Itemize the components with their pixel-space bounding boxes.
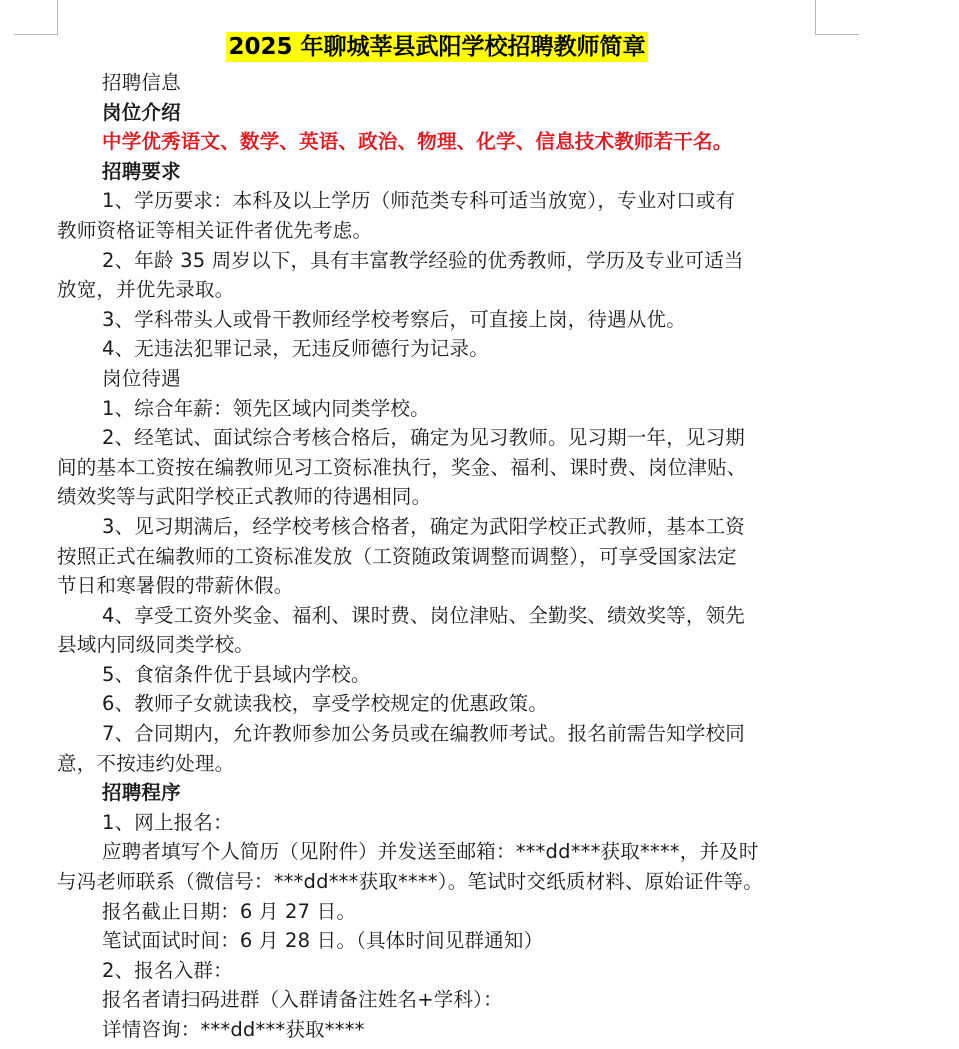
- title-row: [57, 30, 817, 68]
- crop-mark-top-left-vertical: [57, 0, 58, 34]
- document-title: 2025 年聊城莘县武阳学校招聘教师简章: [228, 34, 646, 60]
- paragraph-line: 2、报名入群：: [102, 958, 233, 982]
- paragraph-line: 1、网上报名：: [102, 810, 233, 834]
- paragraph-line: 7、合同期内，允许教师参加公务员或在编教师考试。报名前需告知学校同: [102, 722, 746, 746]
- document-body: [57, 30, 817, 1045]
- paragraph-line: 2、年龄 35 周岁以下，具有丰富教学经验的优秀教师，学历及专业可适当: [102, 248, 744, 272]
- positions-highlight: 中学优秀语文、数学、英语、政治、物理、化学、信息技术教师若干名。: [102, 130, 733, 154]
- paragraph-line: 教师资格证等相关证件者优先考虑。: [57, 218, 373, 242]
- paragraph-line: 4、享受工资外奖金、福利、课时费、岗位津贴、全勤奖、绩效奖等，领先: [102, 603, 746, 627]
- crop-mark-top-right-vertical: [815, 0, 816, 34]
- paragraph-line: 3、见习期满后，经学校考核合格者，确定为武阳学校正式教师，基本工资: [102, 514, 746, 538]
- section-heading-positions: 岗位介绍: [102, 100, 181, 124]
- paragraph-line: 绩效奖等与武阳学校正式教师的待遇相同。: [57, 485, 432, 509]
- exam-time-line: 笔试面试时间：6 月 28 日。（具体时间见群通知）: [102, 929, 544, 953]
- paragraph-line: 1、综合年薪：领先区域内同类学校。: [102, 396, 430, 420]
- deadline-line: 报名截止日期：6 月 27 日。: [102, 899, 357, 923]
- paragraph-line: 按照正式在编教师的工资标准发放（工资随政策调整而调整），可享受国家法定: [57, 544, 737, 568]
- section-heading-requirements: 招聘要求: [102, 159, 181, 183]
- crop-mark-top-right-horizontal: [815, 34, 859, 35]
- crop-mark-top-left-horizontal: [14, 34, 58, 35]
- paragraph-line: 4、无违法犯罪记录，无违反师德行为记录。: [102, 337, 489, 361]
- paragraph-line: 放宽，并优先录取。: [57, 278, 235, 302]
- paragraph-line: 间的基本工资按在编教师见习工资标准执行，奖金、福利、课时费、岗位津贴、: [57, 455, 747, 479]
- paragraph-line: 2、经笔试、面试综合考核合格后，确定为见习教师。见习期一年，见习期: [102, 426, 746, 450]
- paragraph-line: 报名者请扫码进群（入群请备注姓名+学科）：: [102, 988, 503, 1012]
- section-heading-procedure: 招聘程序: [102, 781, 181, 805]
- paragraph-line: 应聘者填写个人简历（见附件）并发送至邮箱：***dd***获取****，并及时: [102, 840, 759, 864]
- paragraph-line: 6、教师子女就读我校，享受学校规定的优惠政策。: [102, 692, 549, 716]
- contact-line: 详情咨询：***dd***获取****: [102, 1018, 365, 1041]
- section-label-benefits: 岗位待遇: [102, 366, 181, 390]
- paragraph-line: 5、食宿条件优于县域内学校。: [102, 662, 371, 686]
- paragraph-line: 节日和寒暑假的带薪休假。: [57, 574, 294, 598]
- section-label-recruitment-info: 招聘信息: [102, 71, 181, 94]
- paragraph-line: 与冯老师联系（微信号：***dd***获取****）。笔试时交纸质材料、原始证件等。: [57, 870, 763, 894]
- paragraph-line: 3、学科带头人或骨干教师经学校考察后，可直接上岗，待遇从优。: [102, 307, 686, 331]
- paragraph-line: 意，不按违约处理。: [57, 751, 235, 775]
- paragraph-line: 1、学历要求：本科及以上学历（师范类专科可适当放宽），专业对口或有: [102, 189, 736, 213]
- paragraph-line: 县域内同级同类学校。: [57, 633, 255, 657]
